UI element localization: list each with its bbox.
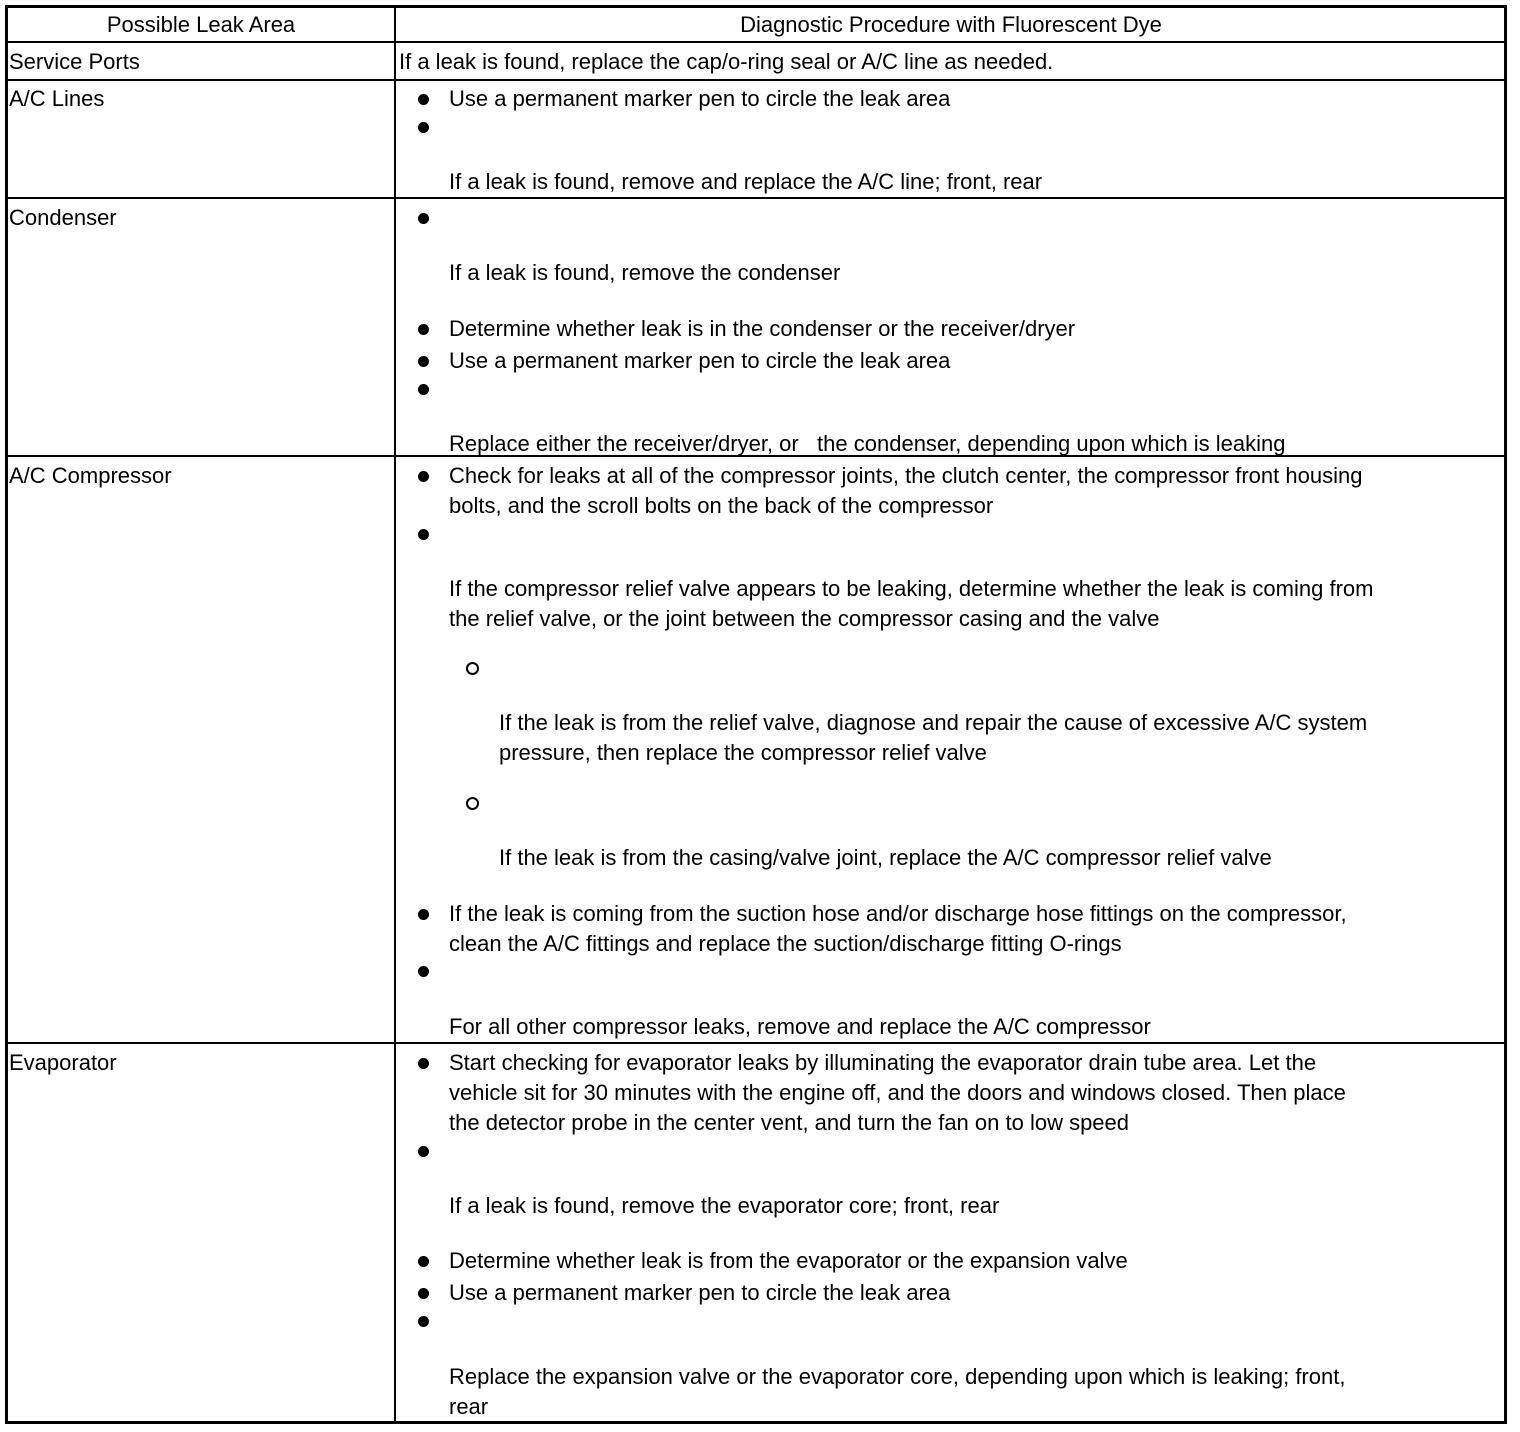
procedure-text: If a leak is found, remove and replace the A/C line; front, rear	[449, 169, 1043, 194]
area-evaporator: Evaporator	[9, 1050, 117, 1075]
procedure-text: For all other compressor leaks, remove and replace the A/C compressor	[449, 1014, 1151, 1039]
area-ac-lines: A/C Lines	[9, 86, 105, 111]
procedure-text: Determine whether leak is in the condenser or the receiver/dryer	[449, 316, 1076, 341]
procedure-text: Use a permanent marker pen to circle the leak area	[449, 348, 951, 373]
row-divider	[5, 1042, 1507, 1044]
procedure-text: Replace the expansion valve or the evaporator core, depending upon which is leaking; front,	[449, 1364, 1346, 1389]
procedure-text: If a leak is found, remove the condenser	[449, 260, 841, 285]
bullet-icon	[418, 1288, 429, 1299]
area-condenser: Condenser	[9, 205, 117, 230]
row-divider	[5, 197, 1507, 199]
procedure-text: Determine whether leak is from the evaporator or the expansion valve	[449, 1248, 1128, 1273]
header-procedure: Diagnostic Procedure with Fluorescent Dye	[740, 12, 1162, 37]
bullet-icon	[418, 384, 429, 395]
procedure-text: Use a permanent marker pen to circle the leak area	[449, 86, 951, 111]
procedure-text: If the leak is from the relief valve, diagnose and repair the cause of excessive A/C system	[499, 710, 1368, 735]
procedure-text: rear	[449, 1394, 489, 1419]
procedure-text: If the leak is from the casing/valve joint, replace the A/C compressor relief valve	[499, 845, 1272, 870]
bullet-icon	[418, 966, 429, 977]
area-ac-compressor: A/C Compressor	[9, 463, 172, 488]
procedure-text: pressure, then replace the compressor relief valve	[499, 740, 987, 765]
procedure-text: the detector probe in the center vent, and turn the fan on to low speed	[449, 1110, 1130, 1135]
row-divider	[5, 41, 1507, 43]
bullet-icon	[418, 1316, 429, 1327]
bullet-icon	[418, 471, 429, 482]
bullet-icon	[418, 1256, 429, 1267]
column-divider	[394, 5, 396, 1424]
procedure-text: If a leak is found, remove the evaporator core; front, rear	[449, 1193, 1000, 1218]
procedure-text: If the leak is coming from the suction hose and/or discharge hose fittings on the compressor,	[449, 901, 1347, 926]
bullet-icon	[418, 324, 429, 335]
bullet-icon	[418, 909, 429, 920]
bullet-icon	[418, 529, 429, 540]
bullet-icon	[418, 1058, 429, 1069]
bullet-icon	[418, 122, 429, 133]
procedure-text: If the compressor relief valve appears to be leaking, determine whether the leak is coming from	[449, 576, 1374, 601]
procedure-text: bolts, and the scroll bolts on the back of the compressor	[449, 493, 994, 518]
procedure-text: clean the A/C fittings and replace the suction/discharge fitting O-rings	[449, 931, 1122, 956]
bullet-icon	[418, 1146, 429, 1157]
header-area: Possible Leak Area	[106, 12, 296, 37]
procedure-text: If a leak is found, replace the cap/o-ring seal or A/C line as needed.	[399, 49, 1054, 74]
sub-bullet-icon	[466, 662, 479, 675]
procedure-text: Start checking for evaporator leaks by illuminating the evaporator drain tube area. Let the	[449, 1050, 1317, 1075]
area-service-ports: Service Ports	[9, 49, 140, 74]
procedure-text: Use a permanent marker pen to circle the leak area	[449, 1280, 951, 1305]
procedure-text: the relief valve, or the joint between the compressor casing and the valve	[449, 606, 1160, 631]
bullet-icon	[418, 356, 429, 367]
row-divider	[5, 79, 1507, 81]
procedure-text: vehicle sit for 30 minutes with the engine off, and the doors and windows closed. Then place	[449, 1080, 1346, 1105]
procedure-text: Replace either the receiver/dryer, or the condenser, depending upon which is leaking	[449, 431, 1286, 456]
bullet-icon	[418, 94, 429, 105]
procedure-text: Check for leaks at all of the compressor joints, the clutch center, the compressor front housing	[449, 463, 1363, 488]
sub-bullet-icon	[466, 797, 479, 810]
bullet-icon	[418, 213, 429, 224]
